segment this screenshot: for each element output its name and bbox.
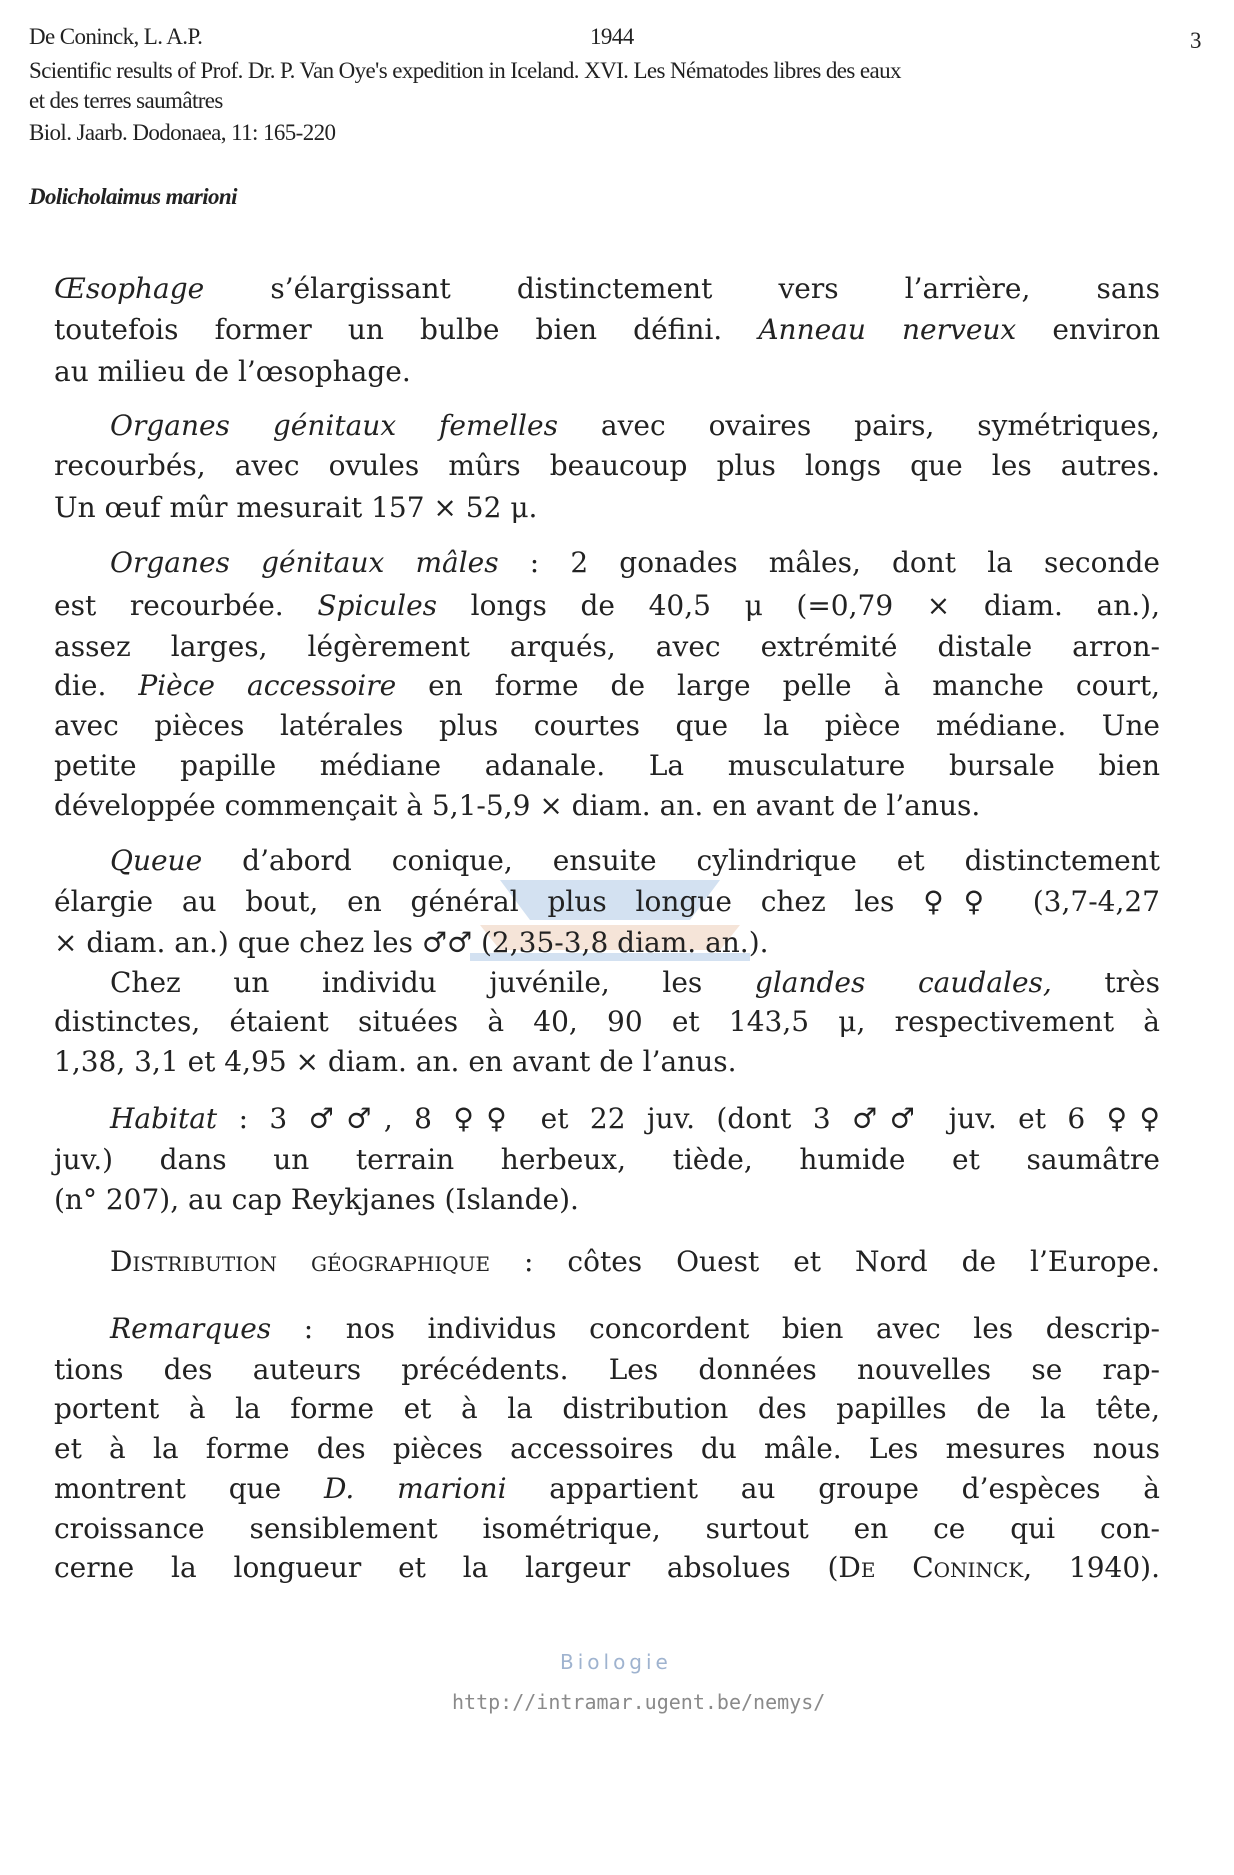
text-line <box>54 272 1160 306</box>
text-segment: toutefois former un bulbe bien défini. <box>54 313 759 346</box>
text-line <box>54 409 1160 443</box>
text-segment: d’abord conique, ensuite cylindrique et distinctement <box>202 844 1160 877</box>
text-line <box>54 1102 1160 1136</box>
text-line <box>54 966 1160 1000</box>
text-line <box>54 1312 1160 1346</box>
text-segment: en forme de large pelle à manche court, <box>396 669 1161 702</box>
text-line <box>54 589 1160 623</box>
text-line <box>54 491 1160 525</box>
title-line-1: Scientific results of Prof. Dr. P. Van Oye's expedition in Iceland. XVI. Les Nématodes libres des eaux <box>29 58 901 83</box>
text-line <box>54 1551 1160 1585</box>
italic-term: Habitat <box>110 1102 218 1135</box>
text-segment: Chez un individu juvénile, les <box>54 966 755 999</box>
text-line <box>54 1005 1160 1039</box>
text-line <box>54 1392 1160 1426</box>
text-line <box>54 313 1160 347</box>
text-segment: très <box>1051 966 1160 999</box>
text-segment: élargie au bout, en général plus longue chez les ♀♀ (3,7-4,27 <box>54 885 1160 918</box>
author: De Coninck, L. A.P. <box>29 24 203 49</box>
text-segment: (n° 207), au cap Reykjanes (Islande). <box>54 1183 579 1216</box>
species-name: Dolicholaimus marioni <box>29 184 237 209</box>
text-line <box>54 709 1160 743</box>
text-segment: avec pièces latérales plus courtes que la pièce médiane. Une <box>54 709 1160 742</box>
italic-term: Spicules <box>317 589 438 622</box>
text-line <box>54 1472 1160 1506</box>
text-segment: distinctes, étaient situées à 40, 90 et 143,5 μ, respectivement à <box>54 1005 1160 1038</box>
text-line <box>54 1045 1160 1079</box>
text-segment: assez larges, légèrement arqués, avec extrémité distale arron- <box>54 630 1160 663</box>
year: 1944 <box>590 24 634 49</box>
text-segment: recourbés, avec ovules mûrs beaucoup plus longs que les autres. <box>54 449 1160 482</box>
italic-term: Anneau nerveux <box>758 313 1017 346</box>
small-caps-term: De Coninck <box>838 1551 1024 1584</box>
italic-term: Queue <box>110 844 203 877</box>
italic-term: D. marioni <box>323 1472 507 1505</box>
text-line <box>54 1432 1160 1466</box>
text-segment: s’élargissant distinctement vers l’arrière, sans <box>204 272 1160 305</box>
text-line <box>54 844 1160 878</box>
text-line <box>54 789 1160 823</box>
text-segment: : nos individus concordent bien avec les descrip- <box>271 1312 1160 1345</box>
watermark-label: Biologie <box>560 1650 672 1674</box>
text-line <box>54 926 1160 960</box>
text-segment: est recourbée. <box>54 589 318 622</box>
text-segment: cerne la longueur et la largeur absolues ( <box>54 1551 839 1584</box>
text-segment: : 3 ♂♂, 8 ♀♀ et 22 juv. (dont 3 ♂♂ juv. et 6 ♀♀ <box>217 1102 1160 1135</box>
text-segment <box>54 1245 110 1278</box>
text-line <box>54 669 1160 703</box>
text-line <box>54 546 1160 580</box>
text-line <box>54 1353 1160 1387</box>
text-segment: , 1940). <box>1023 1551 1161 1584</box>
text-segment: et à la forme des pièces accessoires du mâle. Les mesures nous <box>54 1432 1160 1465</box>
text-segment <box>54 1312 110 1345</box>
text-segment: environ <box>1016 313 1160 346</box>
text-segment <box>54 1102 110 1135</box>
text-segment: Un œuf mûr mesurait 157 × 52 μ. <box>54 491 538 524</box>
text-line <box>54 1512 1160 1546</box>
text-line <box>54 1183 1160 1217</box>
text-segment: développée commençait à 5,1-5,9 × diam. an. en avant de l’anus. <box>54 789 981 822</box>
text-segment <box>54 409 110 442</box>
citation: Biol. Jaarb. Dodonaea, 11: 165-220 <box>29 120 336 145</box>
text-segment: montrent que <box>54 1472 324 1505</box>
text-line <box>54 1143 1160 1177</box>
title-line-2: et des terres saumâtres <box>29 88 223 113</box>
text-segment: avec ovaires pairs, symétriques, <box>557 409 1161 442</box>
page-number: 3 <box>1190 28 1201 53</box>
italic-term: Œsophage <box>54 272 205 305</box>
text-segment: petite papille médiane adanale. La musculature bursale bien <box>54 749 1160 782</box>
text-line <box>54 885 1160 919</box>
text-segment: appartient au groupe d’espèces à <box>506 1472 1160 1505</box>
text-segment <box>54 546 110 579</box>
text-line <box>54 749 1160 783</box>
text-line <box>54 355 1160 389</box>
italic-term: Organes génitaux femelles <box>110 409 558 442</box>
text-segment: die. <box>54 669 139 702</box>
italic-term: Organes génitaux mâles <box>110 546 499 579</box>
text-segment: tions des auteurs précédents. Les données nouvelles se rap- <box>54 1353 1160 1386</box>
text-line <box>54 1245 1160 1279</box>
text-segment: croissance sensiblement isométrique, surtout en ce qui con- <box>54 1512 1160 1545</box>
text-line <box>54 630 1160 664</box>
text-segment <box>54 844 110 877</box>
watermark-url: http://intramar.ugent.be/nemys/ <box>452 1690 826 1714</box>
small-caps-term: Distribution géographique <box>110 1245 491 1278</box>
italic-term: Remarques <box>110 1312 272 1345</box>
italic-term: Pièce accessoire <box>138 669 397 702</box>
text-segment: longs de 40,5 μ (=0,79 × diam. an.), <box>437 589 1160 622</box>
text-line <box>54 449 1160 483</box>
text-segment: : 2 gonades mâles, dont la seconde <box>498 546 1160 579</box>
text-segment: au milieu de l’œsophage. <box>54 355 411 388</box>
text-segment: 1,38, 3,1 et 4,95 × diam. an. en avant de l’anus. <box>54 1045 737 1078</box>
text-segment: juv.) dans un terrain herbeux, tiède, humide et saumâtre <box>54 1143 1160 1176</box>
text-segment: portent à la forme et à la distribution des papilles de la tête, <box>54 1392 1160 1425</box>
italic-term: glandes caudales, <box>754 966 1052 999</box>
text-segment: : côtes Ouest et Nord de l’Europe. <box>490 1245 1161 1278</box>
text-segment: × diam. an.) que chez les ♂♂ (2,35-3,8 diam. an.). <box>54 926 769 959</box>
